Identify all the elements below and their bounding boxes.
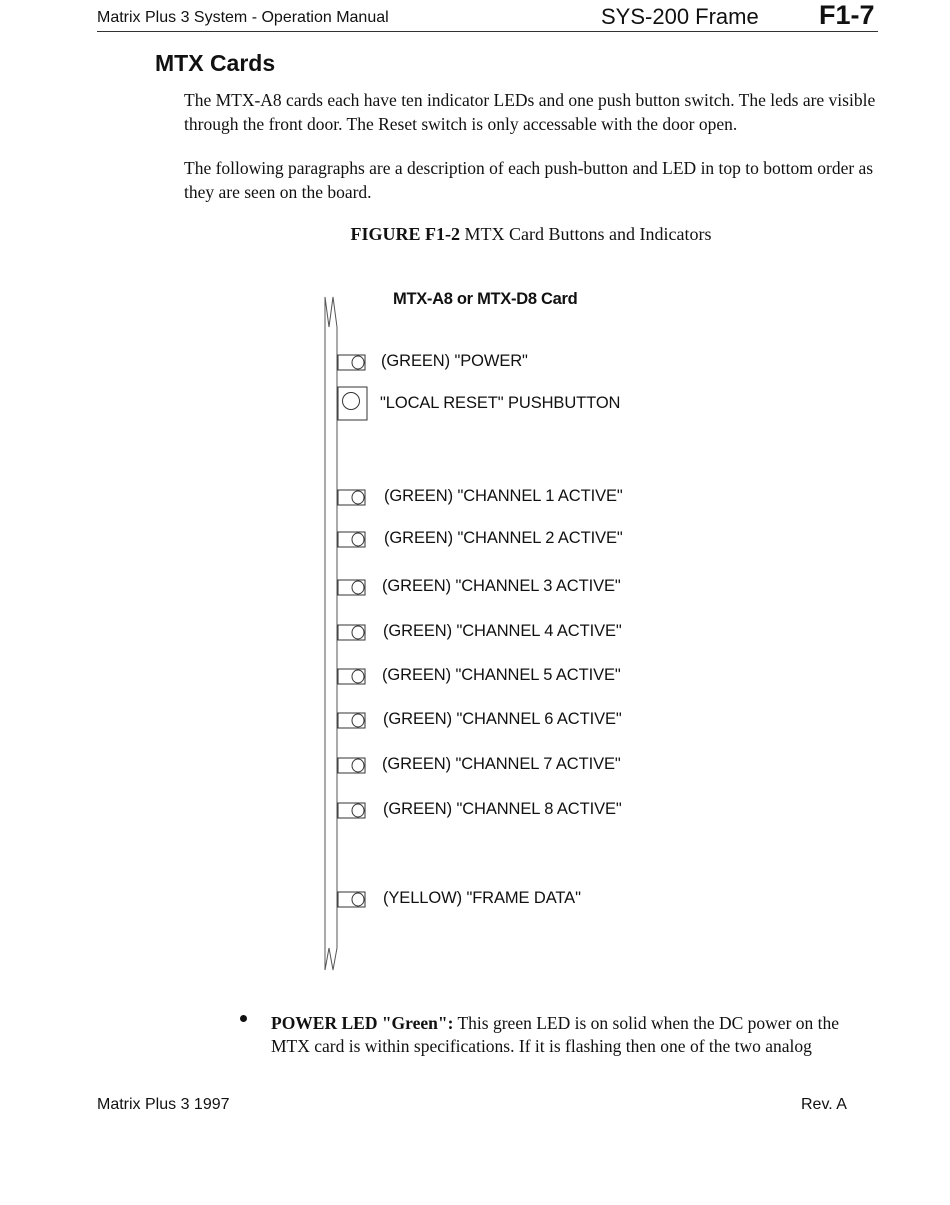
bullet-icon — [240, 1015, 247, 1022]
led-icon — [352, 804, 364, 817]
header-rule — [97, 31, 878, 32]
figure-caption-text: MTX Card Buttons and Indicators — [460, 224, 712, 244]
led-icon — [352, 491, 364, 504]
page-number: F1-7 — [819, 0, 875, 30]
order-paragraph: The following paragraphs are a description of each push-button and LED in top to bottom order as they are seen on the board. — [184, 158, 874, 202]
section-name: SYS-200 Frame — [601, 4, 759, 29]
led-icon — [352, 670, 364, 683]
led-label: (GREEN) "CHANNEL 7 ACTIVE" — [382, 755, 621, 773]
led-icon — [352, 356, 364, 369]
pushbutton-outline — [338, 387, 367, 420]
led-icon — [352, 714, 364, 727]
led-label: (GREEN) "CHANNEL 2 ACTIVE" — [384, 529, 623, 547]
led-label: (GREEN) "CHANNEL 8 ACTIVE" — [383, 800, 622, 818]
card-title: MTX-A8 or MTX-D8 Card — [393, 290, 578, 308]
led-label: (GREEN) "CHANNEL 6 ACTIVE" — [383, 710, 622, 728]
card-panel-outline — [325, 297, 337, 970]
led-label: (GREEN) "POWER" — [381, 352, 528, 370]
intro-paragraph: The MTX-A8 cards each have ten indicator LEDs and one push button switch. The leds are visible through the front door. The Reset switch is only accessable with the door open. — [184, 90, 876, 134]
footer-right: Rev. A — [801, 1096, 847, 1113]
led-icon — [352, 533, 364, 546]
pushbutton-label: "LOCAL RESET" PUSHBUTTON — [380, 394, 621, 412]
footer-left: Matrix Plus 3 1997 — [97, 1096, 230, 1113]
led-icon — [352, 893, 364, 906]
led-label: (GREEN) "CHANNEL 3 ACTIVE" — [382, 577, 621, 595]
power-led-term: POWER LED "Green": — [271, 1013, 454, 1033]
manual-title: Matrix Plus 3 System - Operation Manual — [97, 9, 389, 26]
led-label: (GREEN) "CHANNEL 5 ACTIVE" — [382, 666, 621, 684]
figure-caption-label: FIGURE F1-2 — [350, 224, 461, 244]
led-label: (YELLOW) "FRAME DATA" — [383, 889, 581, 907]
led-icon — [352, 581, 364, 594]
led-icon — [352, 759, 364, 772]
figure-caption — [0, 224, 950, 245]
pushbutton-icon — [343, 393, 360, 410]
power-led-description — [271, 1012, 881, 1058]
led-icon — [352, 626, 364, 639]
section-title: MTX Cards — [155, 50, 276, 76]
led-label: (GREEN) "CHANNEL 1 ACTIVE" — [384, 487, 623, 505]
power-led-text: This green LED is on solid when the DC power on the MTX card is within specifications. If it is flashing then one of the two analog — [271, 1013, 840, 1056]
led-label: (GREEN) "CHANNEL 4 ACTIVE" — [383, 622, 622, 640]
indicator-glyphs — [338, 355, 367, 907]
